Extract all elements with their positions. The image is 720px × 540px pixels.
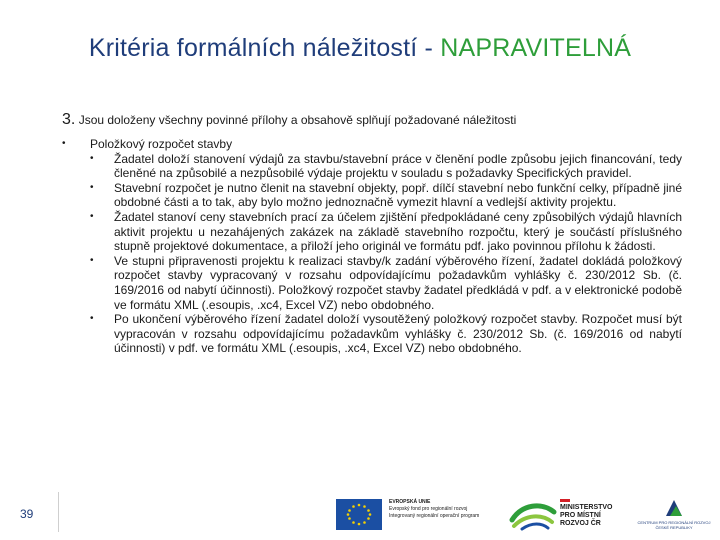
section-text: Jsou doloženy všechny povinné přílohy a obsahově splňují požadované náležitosti — [78, 113, 517, 127]
criteria-list — [62, 137, 682, 356]
list-item — [62, 137, 682, 356]
sub-item-text: Stavební rozpočet je nutno členit na stavební objekty, popř. dílčí stavební nebo funkční celky, případně jiné obdobné části a to tak, aby bylo možno jednoznačně vymezit hlavní a vedlejší aktivity projektu. — [114, 180, 682, 210]
bullet-icon: • — [62, 138, 66, 149]
title-accent: NAPRAVITELNÁ — [440, 34, 632, 62]
sub-item-text: Žadatel doloží stanovení výdajů za stavbu/stavební práce v členění podle způsobu jejich financování, tedy členěné na způsobilé a nezpůsobilé výdaje projektu v souladu s požadavky Specifických pravidel. — [114, 151, 682, 181]
page-title — [0, 34, 720, 63]
sub-item-text: Ve stupni připravenosti projektu k realizaci stavby/k zadání výběrového řízení, žadatel dokládá položkový rozpočet stavby vypracovaný v rozsahu odpovídajícímu požadavkům vyhlášky č. 230/2012 Sb. (č. 169/2016 od nabytí účinnosti). Položkový rozpočet stavby žadatel předkládá v pdf. a v elektronické podobě ve formátu XML (.esoupis, .xc4, Excel VZ) nebo obdobného. — [114, 253, 682, 312]
sub-item-text: Žadatel stanoví ceny stavebních prací za účelem zjištění předpokládané ceny způsobilých výdajů hlavních aktivit projektu u nezahájených zakázek na základě stavebního rozpočtu, který je součástí příslušného stupně projektové dokumentace, a přiloží jeho originál ve formátu pdf. jako povinnou přílohu k žádosti. — [114, 209, 682, 254]
eu-logo-text — [389, 499, 499, 520]
bullet-icon: • — [90, 152, 94, 164]
sub-list — [90, 152, 682, 356]
sub-list-item — [90, 181, 682, 210]
mmr-logo-mark — [560, 499, 570, 502]
item-label: Položkový rozpočet stavby — [90, 137, 233, 151]
bullet-icon: • — [90, 254, 94, 266]
bullet-icon: • — [90, 210, 94, 222]
sub-list-item — [90, 210, 682, 254]
sub-list-item — [90, 152, 682, 181]
section-number: 3. — [62, 111, 76, 128]
bullet-icon: • — [90, 181, 94, 193]
irop-swirl-logo — [508, 498, 558, 532]
mmr-logo — [560, 499, 616, 533]
mmr-line: PRO MÍSTNÍ — [560, 512, 601, 519]
sub-list-item — [90, 254, 682, 312]
section-heading — [62, 111, 702, 129]
eu-line: EVROPSKÁ UNIE — [389, 499, 431, 505]
crr-line: ČESKÉ REPUBLIKY — [655, 525, 693, 530]
footer-divider — [58, 492, 59, 532]
eu-line: Evropský fond pro regionální rozvoj — [389, 506, 468, 512]
eu-line: Integrovaný regionální operační program — [389, 513, 480, 519]
page-number: 39 — [20, 507, 34, 521]
mmr-line: MINISTERSTVO — [560, 504, 613, 511]
crr-logo-text — [636, 520, 712, 530]
bullet-icon: • — [90, 313, 94, 325]
sub-item-text: Po ukončení výběrového řízení žadatel doloží vysoutěžený položkový rozpočet stavby. Rozpočet musí být vypracován v rozsahu odpovídajícímu požadavkům vyhlášky č. 230/2012 Sb. (č. 169/2016 od nabytí účinnosti) v pdf. ve formátu XML (.esoupis, .xc4, Excel VZ) nebo obdobného. — [114, 312, 682, 356]
title-main: Kritéria formálních náležitostí - — [88, 34, 441, 62]
mmr-line: ROZVOJ ČR — [560, 520, 601, 527]
eu-flag-logo — [336, 499, 382, 530]
crr-logo-mark — [636, 496, 712, 520]
sub-list-item — [90, 312, 682, 356]
crr-logo — [636, 496, 712, 534]
crr-line: CENTRUM PRO REGIONÁLNÍ ROZVOJ — [637, 520, 711, 525]
